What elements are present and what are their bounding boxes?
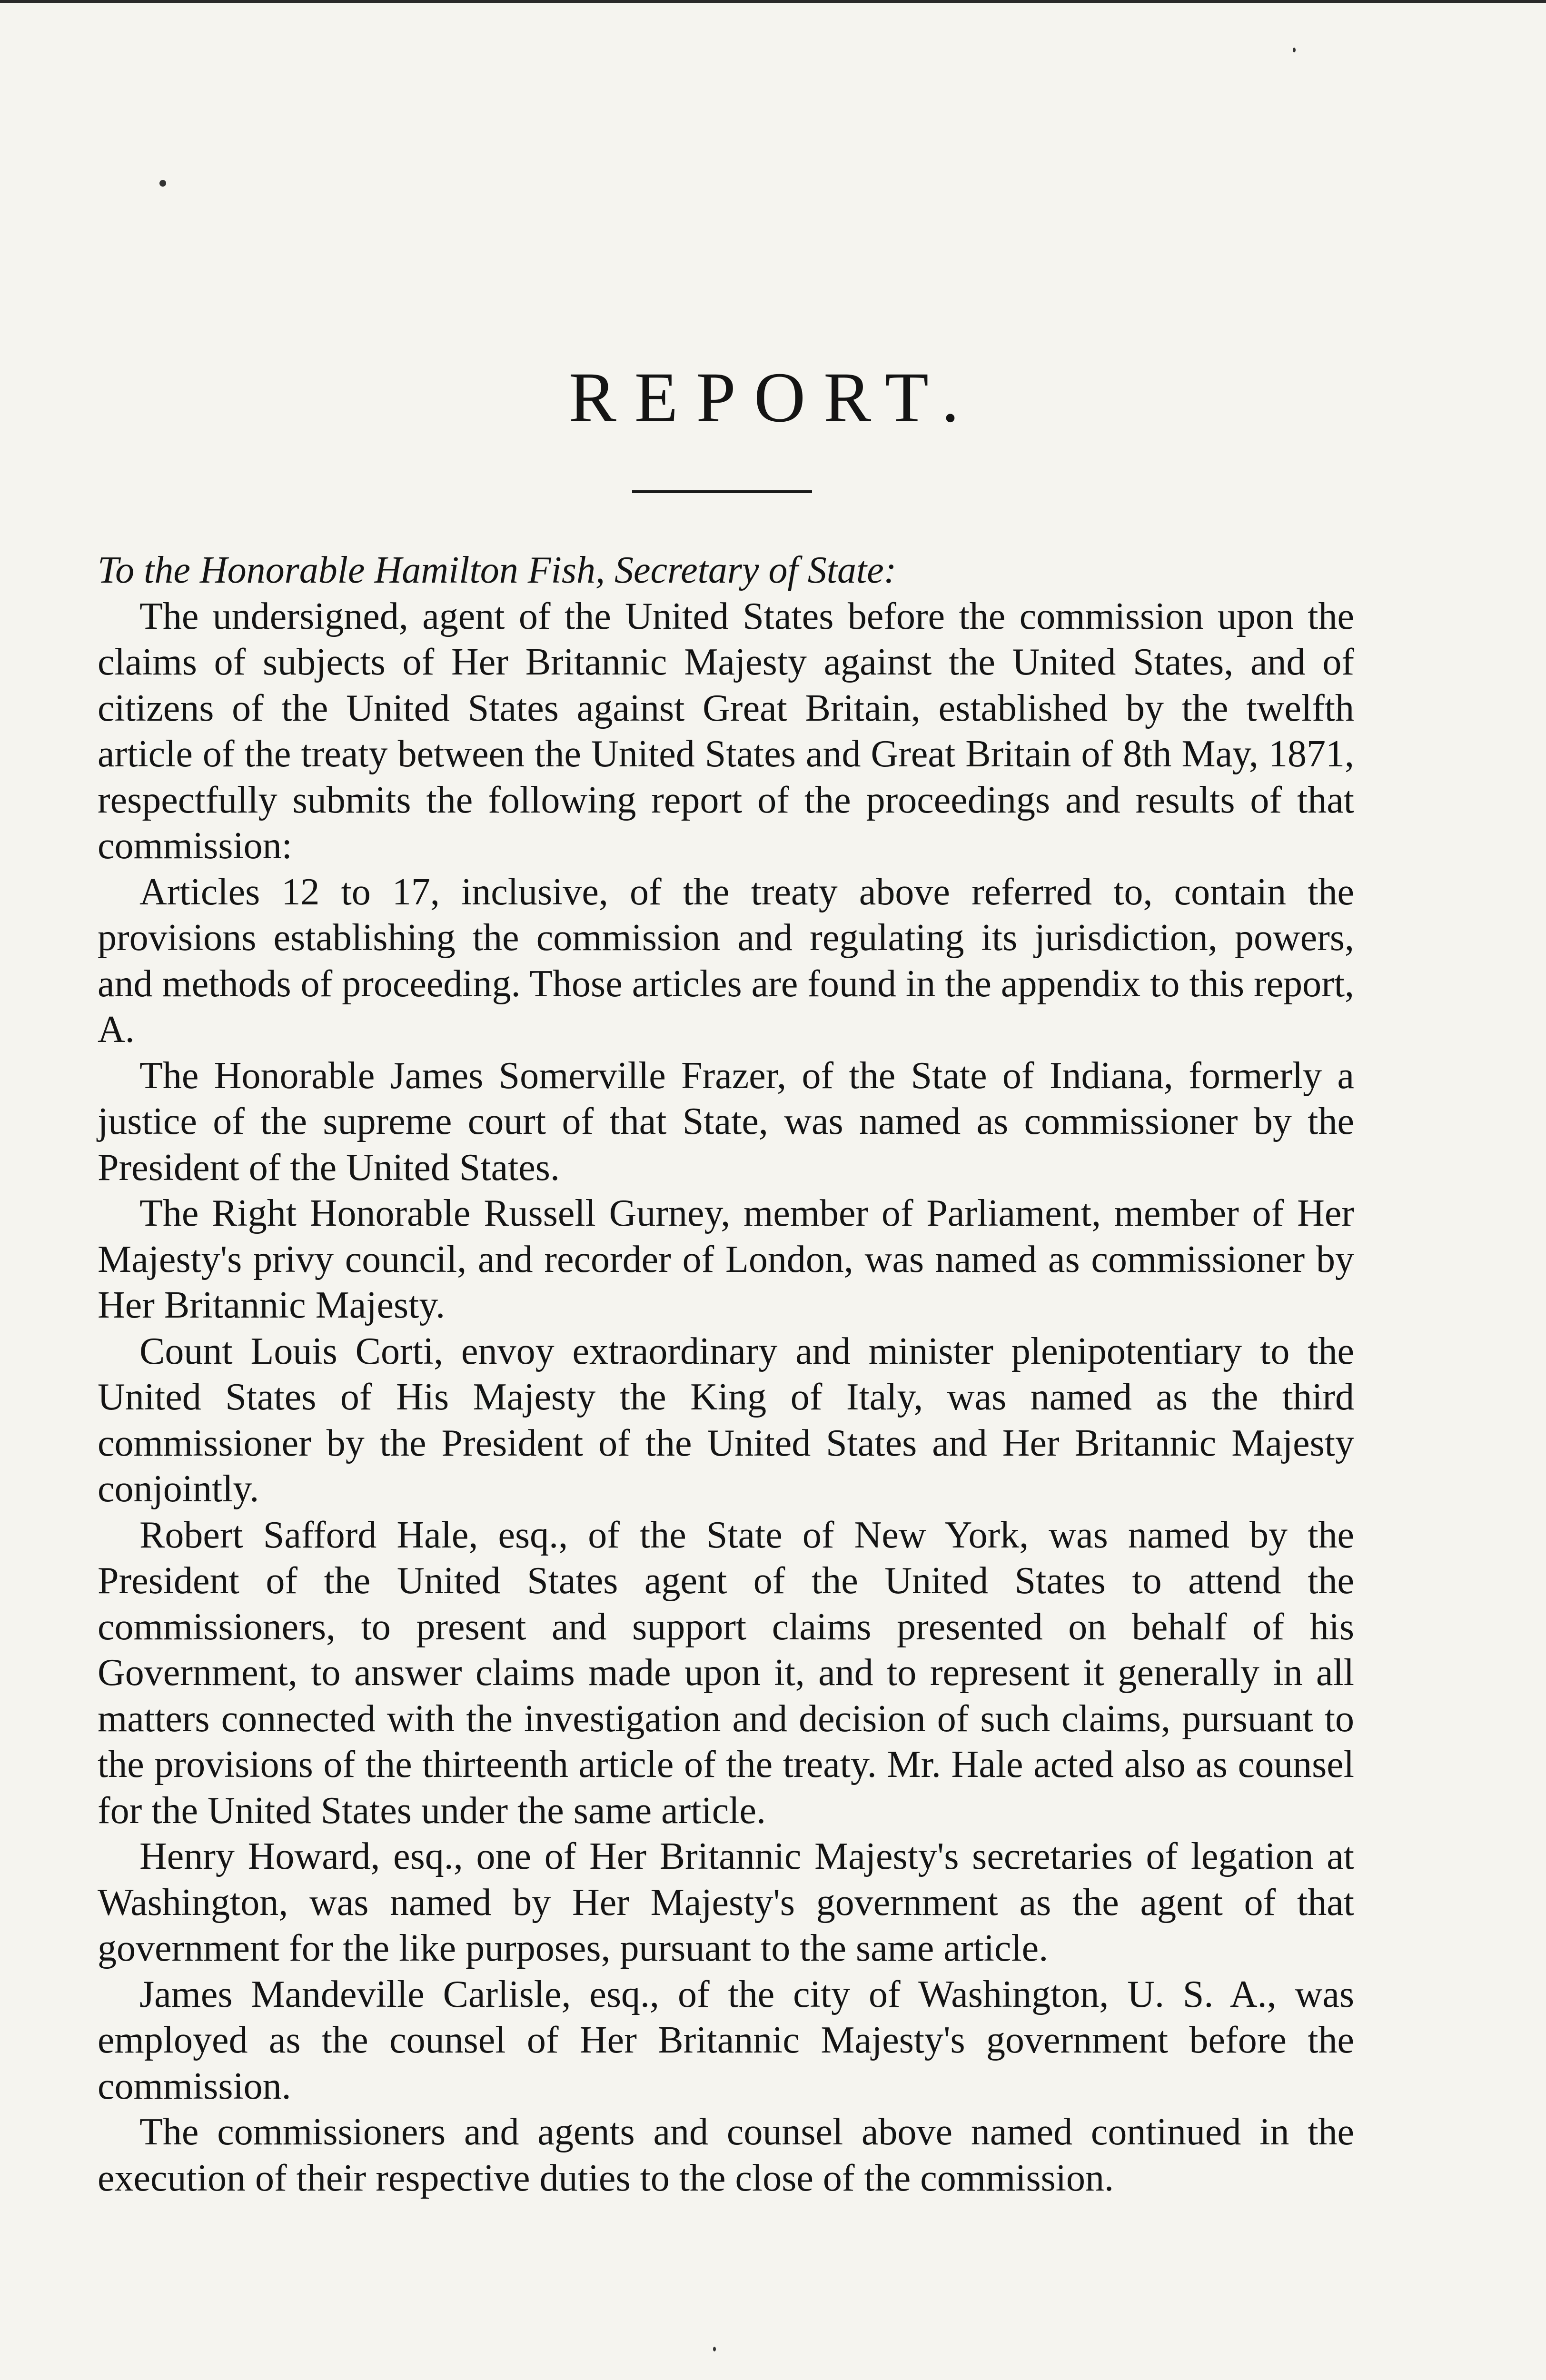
paragraph: The Honorable James Somerville Frazer, of the State of Indiana, formerly a justice of the supreme court of that State, was named as commissioner by the President of the United States. <box>98 1054 1354 1189</box>
paragraph: Articles 12 to 17, inclusive, of the treaty above referred to, contain the provisions establishing the commission and regulating its jurisdiction, powers, and methods of proceeding. Those articles are found in the appendix to this report, A. <box>98 871 1354 1051</box>
paragraph: The Right Honorable Russell Gurney, member of Parliament, member of Her Majesty's privy council, and recorder of London, was named as commissioner by Her Britannic Majesty. <box>98 1192 1354 1326</box>
paragraph: James Mandeville Carlisle, esq., of the city of Washington, U. S. A., was employed as the counsel of Her Britannic Majesty's government before the commission. <box>98 1973 1354 2107</box>
ink-speck <box>159 180 166 187</box>
paragraph: The commissioners and agents and counsel above named continued in the execution of their respective duties to the close of the commission. <box>98 2111 1354 2199</box>
paragraph: Henry Howard, esq., one of Her Britannic Majesty's secretaries of legation at Washington, was named by Her Majesty's government as the agent of that government for the like purposes, pursuant to the same article. <box>98 1835 1354 1969</box>
salutation: To the Honorable Hamilton Fish, Secretary of State: <box>98 549 897 591</box>
title-underline-rule <box>632 490 812 493</box>
top-edge-rule <box>0 0 1546 3</box>
paragraph: Robert Safford Hale, esq., of the State of New York, was named by the President of the United States agent of the United States to attend the commissioners, to present and support claims presented on behalf of his Government, to answer claims made upon it, and to represent it generally in all matters connected with the investigation and decision of such claims, pursuant to the provisions of the thirteenth article of the treaty. Mr. Hale acted also as counsel for the United States under the same article. <box>98 1514 1354 1832</box>
paragraph: Count Louis Corti, envoy extraordinary and minister plenipotentiary to the United States of His Majesty the King of Italy, was named as the third commissioner by the President of the United States and Her Britannic Majesty conjointly. <box>98 1330 1354 1510</box>
page-title: REPORT. <box>568 358 978 437</box>
ink-speck <box>713 2347 716 2351</box>
paragraph: The undersigned, agent of the United States before the commission upon the claims of subjects of Her Britannic Majesty against the United States, and of citizens of the United States against Great Britain, established by the twelfth article of the treaty between the United States and Great Britain of 8th May, 1871, respectfully submits the following report of the proceedings and results of that commission: <box>98 595 1354 867</box>
ink-speck <box>1293 48 1296 52</box>
report-body <box>98 547 1354 2201</box>
